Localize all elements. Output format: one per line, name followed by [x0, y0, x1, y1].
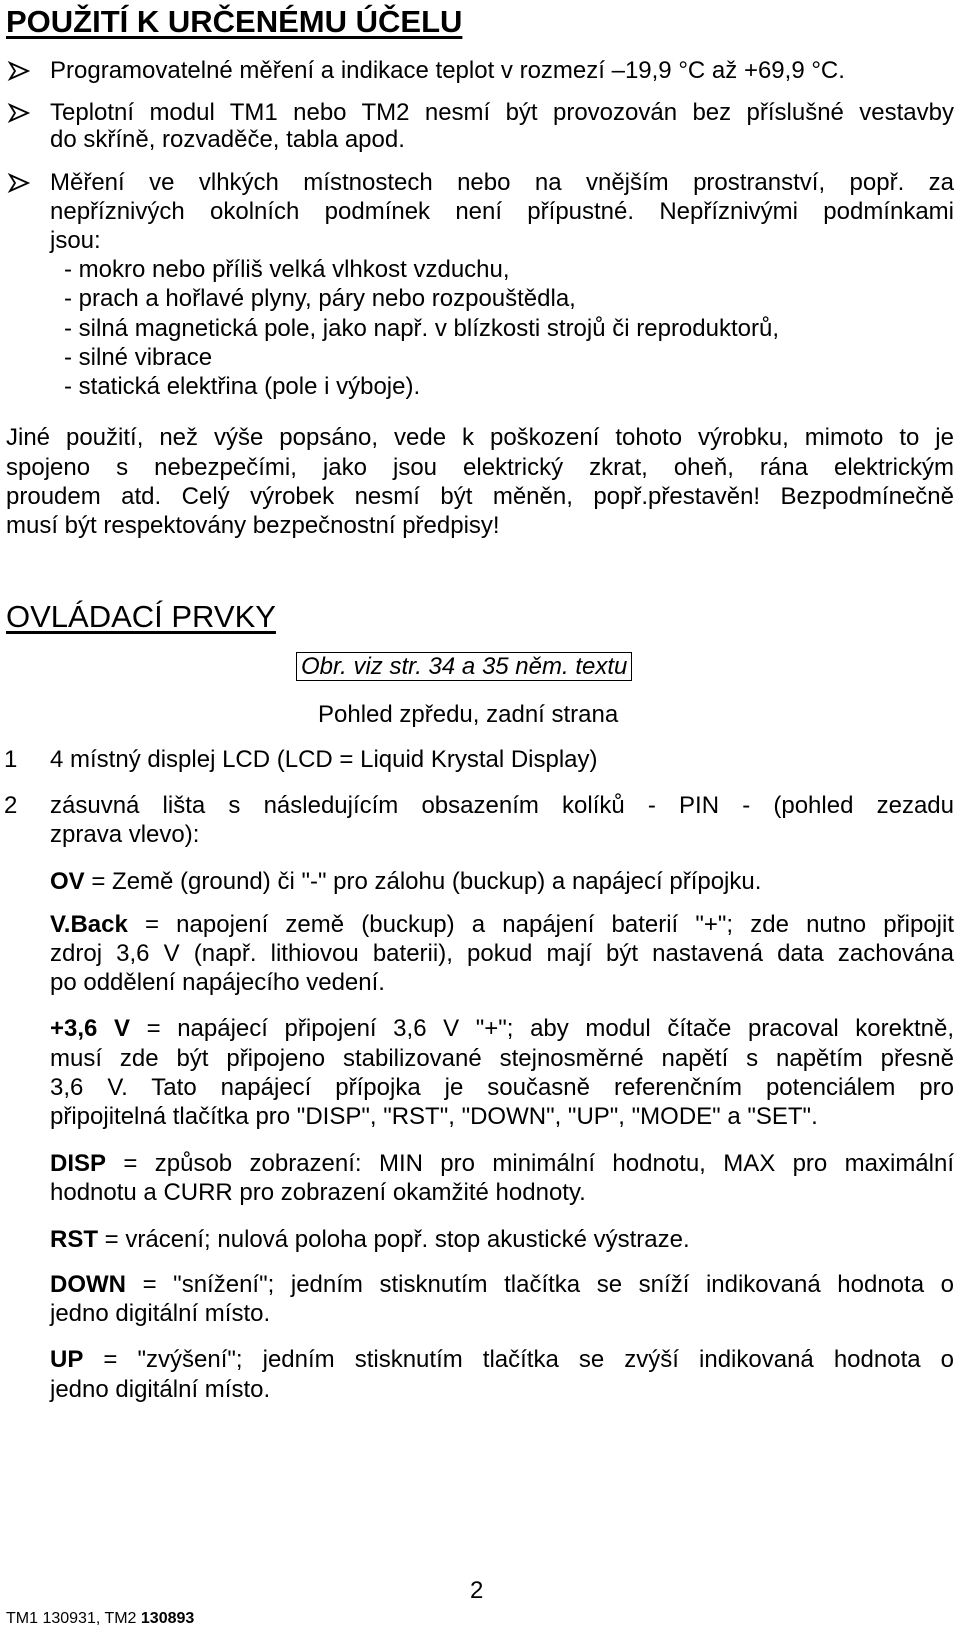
dash-list-item: - prach a hořlavé plyny, páry nebo rozpouštědla,: [64, 285, 576, 312]
page-number: 2: [470, 1577, 484, 1604]
section-heading-controls: OVLÁDACÍ PRVKY: [6, 599, 276, 634]
dash-list-item: - statická elektřina (pole i výboje).: [64, 373, 421, 400]
bullet-item-conditions-line: jsou:: [50, 227, 101, 254]
item-lcd-display: 4 místný displej LCD (LCD = Liquid Krystal Display): [50, 746, 598, 773]
bullet-item-conditions-line: nepříznivých okolních podmínek není přípustné. Nepříznivými podmínkami: [50, 198, 954, 225]
view-caption: Pohled zpředu, zadní strana: [318, 701, 619, 728]
pin-description-line: po oddělení napájecího vedení.: [50, 969, 385, 996]
section-heading-intended-use: POUŽITÍ K URČENÉMU ÚČELU: [6, 4, 463, 39]
pin-text: = napájecí připojení 3,6 V "+"; aby modul čítače pracoval korektně,: [129, 1015, 954, 1042]
pin-label: RST: [50, 1226, 98, 1253]
pin-label: DOWN: [50, 1271, 126, 1298]
bullet-item-installation-line: Teplotní modul TM1 nebo TM2 nesmí být provozován bez příslušné vestavby: [50, 99, 954, 126]
pin-label: +3,6 V: [50, 1015, 130, 1042]
pin-description-line: 3,6 V. Tato napájecí přípojka je současně referenčním potenciálem pro: [50, 1074, 954, 1101]
bullet-item-conditions-line: Měření ve vlhkých místnostech nebo na vnějším prostranství, popř. za: [50, 169, 954, 196]
figure-reference-box: Obr. viz str. 34 a 35 něm. textu: [296, 652, 632, 681]
bullet-item-installation-line: do skříně, rozvaděče, tabla apod.: [50, 126, 405, 153]
pin-description-line: připojitelná tlačítka pro "DISP", "RST", "DOWN", "UP", "MODE" a "SET".: [50, 1103, 818, 1130]
dash-list-item: - mokro nebo příliš velká vlhkost vzduchu,: [64, 256, 510, 283]
pin-text: = napojení země (buckup) a napájení baterií "+"; zde nutno připojit: [127, 911, 954, 938]
pin-description-rst: [50, 1225, 690, 1255]
warning-paragraph-line: spojeno s nebezpečími, jako jsou elektrický zkrat, oheň, rána elektrickým: [6, 454, 954, 481]
pin-text: = "zvýšení"; jedním stisknutím tlačítka se zvýší indikovaná hodnota o: [83, 1346, 954, 1373]
bullet-item-temperature-range: Programovatelné měření a indikace teplot v rozmezí –19,9 °C až +69,9 °C.: [50, 57, 845, 84]
pin-description-up: [50, 1345, 954, 1375]
pin-description-36v: [50, 1014, 954, 1044]
arrowhead-bullet-icon: [6, 170, 32, 196]
pin-text: = vrácení; nulová poloha popř. stop akustické výstraze.: [98, 1226, 690, 1253]
item-connector-strip-line: zásuvná lišta s následujícím obsazením kolíků - PIN - (pohled zezadu: [50, 792, 954, 819]
pin-description-down: [50, 1270, 954, 1300]
pin-description-line: jedno digitální místo.: [50, 1300, 271, 1327]
footer-model-numbers: [6, 1610, 194, 1628]
pin-text: = Země (ground) či "-" pro zálohu (buckup) a napájecí přípojku.: [84, 868, 762, 895]
pin-text: = "snížení"; jedním stisknutím tlačítka se sníží indikovaná hodnota o: [125, 1271, 954, 1298]
pin-description-line: musí zde být připojeno stabilizované stejnosměrné napětí s napětím přesně: [50, 1045, 954, 1072]
warning-paragraph-line: musí být respektovány bezpečnostní předpisy!: [6, 512, 500, 539]
item-number: 2: [4, 792, 18, 819]
item-connector-strip-line: zprava vlevo):: [50, 821, 200, 848]
footer-prefix: TM1 130931, TM2: [6, 1610, 141, 1627]
pin-label: DISP: [50, 1150, 107, 1177]
warning-paragraph-line: Jiné použití, než výše popsáno, vede k poškození tohoto výrobku, mimoto to je: [6, 424, 954, 451]
pin-description-disp: [50, 1149, 954, 1179]
arrowhead-bullet-icon: [6, 58, 32, 84]
dash-list-item: - silné vibrace: [64, 344, 213, 371]
pin-label: V.Back: [50, 911, 128, 938]
pin-description-ov: [50, 867, 761, 897]
pin-description-vback: [50, 910, 954, 940]
warning-paragraph-line: proudem atd. Celý výrobek nesmí být měněn, popř.přestavěn! Bezpodmínečně: [6, 483, 954, 510]
item-number: 1: [4, 746, 18, 773]
pin-description-line: zdroj 3,6 V (např. lithiovou baterii), pokud mají být nastavená data zachována: [50, 940, 954, 967]
pin-label: OV: [50, 868, 85, 895]
dash-list-item: - silná magnetická pole, jako např. v blízkosti strojů či reproduktorů,: [64, 315, 779, 342]
pin-description-line: jedno digitální místo.: [50, 1376, 271, 1403]
pin-description-line: hodnotu a CURR pro zobrazení okamžité hodnoty.: [50, 1179, 586, 1206]
pin-text: = způsob zobrazení: MIN pro minimální hodnotu, MAX pro maximální: [106, 1150, 954, 1177]
arrowhead-bullet-icon: [6, 100, 32, 126]
footer-bold-number: 130893: [140, 1610, 195, 1627]
pin-label: UP: [50, 1346, 84, 1373]
